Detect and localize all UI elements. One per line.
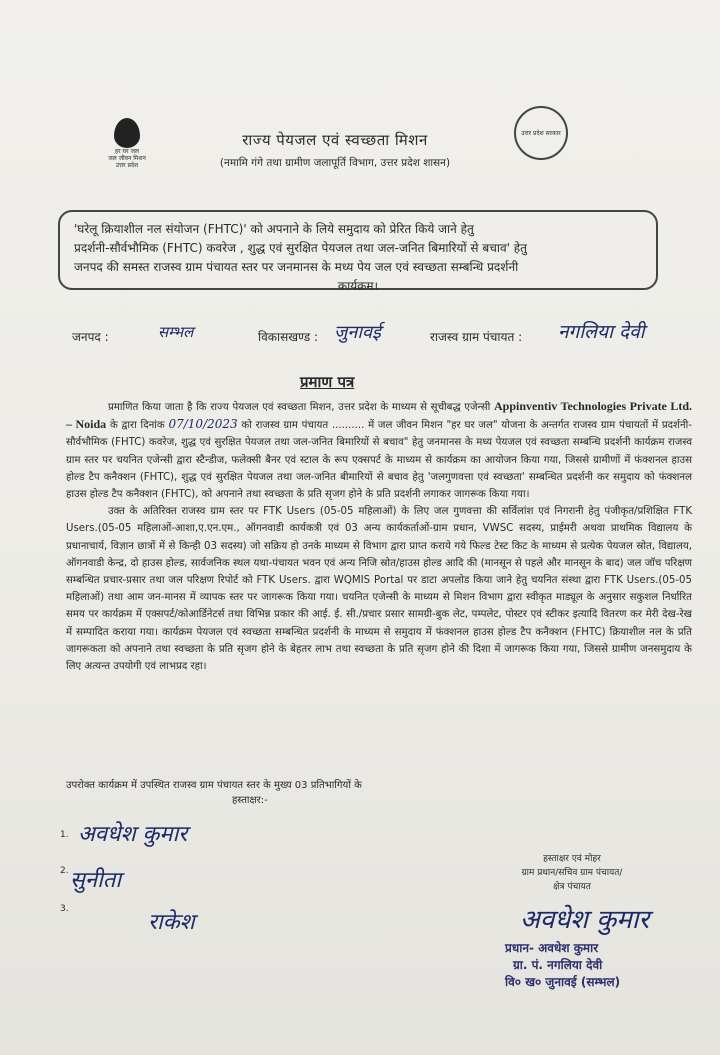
participants-intro-2: हस्ताक्षर:-	[232, 795, 268, 806]
block-value: जुनावई	[334, 322, 381, 343]
participant-number: 3.	[60, 904, 69, 914]
authority-line: हस्ताक्षर एवं मोहर	[543, 854, 601, 864]
programme-date: 07/10/2023	[168, 417, 238, 432]
para1-date-label: के द्वारा दिनांक	[109, 420, 165, 432]
district-value: सम्भल	[158, 323, 194, 341]
participant-signature: सुनीता	[70, 868, 122, 893]
block-label: विकासखण्ड :	[258, 330, 319, 344]
participant-number: 1.	[60, 830, 69, 840]
left-logo-caption: हर घर जल जल जीवन मिशन उत्तर प्रदेश	[108, 148, 146, 169]
programme-line: कार्यक्रम।	[337, 279, 379, 293]
panchayat-label: राजस्व ग्राम पंचायत :	[430, 330, 523, 344]
har-ghar-jal-logo	[102, 118, 152, 169]
authority-line: ग्राम प्रधान/सचिव ग्राम पंचायत/	[521, 868, 623, 878]
official-stamp	[505, 940, 675, 991]
agency-name: Appinventiv Technologies Private Ltd. – Noida	[66, 399, 692, 432]
up-govt-seal	[514, 106, 568, 160]
paragraph	[66, 398, 692, 503]
water-drop-icon	[114, 118, 140, 148]
pradhan-signature: अवधेश कुमार	[520, 905, 650, 935]
authority-block	[472, 852, 672, 894]
mission-subtitle: (नमामि गंगे तथा ग्रामीण जलापूर्ति विभाग, उत्तर प्रदेश शासन)	[219, 157, 451, 169]
participant-signature: अवधेश कुमार	[78, 822, 188, 847]
programme-line: 'घरेलू क्रियाशील नल संयोजन (FHTC)' को अपनाने के लिये समुदाय को प्रेरित किये जाने हेतु	[74, 222, 474, 236]
stamp-line: वि० ख० जुनावई (सम्भल)	[505, 975, 621, 989]
participant-number: 2.	[60, 866, 69, 876]
certificate-body	[66, 398, 692, 675]
letterhead	[170, 130, 500, 170]
programme-line: प्रदर्शनी-सौर्वभौमिक (FHTC) कवरेज , शुद्ध एवं सुरक्षित पेयजल तथा जल-जनित बिमारियों से बचाव' हेतु	[74, 241, 527, 255]
seal-caption: उत्तर प्रदेश सरकार	[521, 130, 561, 137]
para1-body: को राजस्व ग्राम पंचायत .......... में जल जीवन मिशन "हर घर जल" योजना के अन्तर्गत राजस्व ग्राम पंचायतों में प्रदर्शनी-सौर्वभौमिक (FHTC) कवरेज, शुद्ध एवं सुरक्षित पेयजल तथा जल-जनित बिमारियों से बचाव" हेतु जनमानस के मध्य पेयजल एवं स्वच्छता सम्बन्धि प्रदर्शनी कार्यक्रम राजस्व ग्राम स्तर पर चयनित एजेन्सी द्वारा स्टैन्डीज, फलेक्सी बैनर एवं स्टाल के रूप एक्सपर्ट के माध्यम से कार्यक्रम का आयोजन किया गया, जिससे ग्रामीणों में फंक्शनल हाउस होल्ड टैप कनैक्शन (FHTC), शुद्ध एवं सुरक्षित पेयजल तथा जल-जनित बीमारियों से बचाव हेतु 'जलगुणवत्ता एवं स्वच्छता' सम्बन्धित प्रदर्शनी कर समुदाय को फंक्शनल हाउस होल्ड टैप कनैक्शन (FHTC), को अपनाने तथा स्वच्छता के प्रति सृजग होने के प्रति प्रदर्शनी लगाकर जागरूक किया गया।	[66, 420, 692, 501]
programme-box	[58, 210, 658, 293]
stamp-line: प्रधान- अवधेश कुमार	[505, 941, 599, 955]
paragraph: उक्त के अतिरिक्त राजस्व ग्राम स्तर पर FTK Users (05-05 महिलाओं) के लिए जल गुणवत्ता की सर्विलांश एवं निगरानी हेतु पंजीकृत/प्रशिक्षित FTK Users.(05-05 महिलाओं-आशा,ए.एन.एम., ऑगनवाडी कार्यकत्री एवं 03 अन्य कार्यकर्ताओं-ग्राम प्रधान, VWSC सदस्य, प्राईमरी अथवा प्राथमिक विद्यालय के प्रधानाचार्य, विज्ञान छात्रों में से किन्ही 03 सदस्य) जो सक्रिय हो उनके माध्यम से विभाग द्वारा प्राप्त कराये गये फिल्ड टेस्ट किट के माध्यम से प्रत्येक पेयजल स्रोत, विद्यालय, ऑगनवाडी केन्द्र, दो हाउस होल्ड, सार्वजनिक स्थल यथा-पंचायत भवन एवं अन्य निजि स्रोत/हाउस होल्ड आदि की (मानसून से पहले और मानसून के बाद) जल जॉच परिक्षण सम्बन्धित प्रचार-प्रसार तथा जल परिक्षण रिपोर्ट को FTK Users. द्वारा WQMIS Portal पर डाटा अपलोड किया जाने हेतु चयनित संस्था द्वारा FTK Users.(05-05 महिलाओं) तथा आम जन-मानस में व्यापक स्तर पर जागरूक किया गया। चयनित एजेन्सी के माध्यम से मिशन विभाग द्वारा स्वीकृत माड्यूल के अनुसार सकुशल निर्धारित समय पर कार्यक्रम में एक्सपर्ट/कोआर्डिनेटर्स तथा विभिन्न प्रकार की आई. ई. सी./प्रचार प्रसार सामग्री-बुक लेट, पम्पलेट, पोस्टर एवं स्टीकर इत्यादि वितरण कर मेरी देख-रेख में सम्पादित कराया गया। कार्यक्रम पेयजल एवं स्वच्छता सम्बन्धित प्रदर्शनी के माध्यम से समुदाय में फंक्शनल हाउस होल्ड टैप कनैक्शन (FHTC) क्रियाशील नल के प्रति जागरूकता को अपनाने तथा स्वच्छता के प्रति सृजग होने के बेहतर लाभ तथा स्वच्छता के प्रति सृजग होने की दिशा में जागरूक किया गया, जिससे ग्रामीण जनसमुदाय के लिए अत्यन्त उपयोगी एवं लाभप्रद रहा।	[66, 506, 692, 673]
para1-intro: प्रमाणित किया जाता है कि राज्य पेयजल एवं स्वच्छता मिशन, उत्तर प्रदेश के माध्यम से सूचीबद्ध एजेन्सी	[108, 402, 491, 413]
district-label: जनपद :	[72, 330, 109, 344]
participant-signature: राकेश	[148, 910, 195, 935]
participants-intro: उपरोक्त कार्यक्रम में उपस्थित राजस्व ग्राम पंचायत स्तर के मुख्य 03 प्रतिभागियों के	[66, 780, 362, 791]
stamp-line: ग्रा. पं. नगलिया देवी	[513, 958, 603, 972]
authority-line: क्षेत्र पंचायत	[553, 882, 591, 892]
mission-title: राज्य पेयजल एवं स्वच्छता मिशन	[242, 131, 428, 149]
programme-line: जनपद की समस्त राजस्व ग्राम पंचायत स्तर पर जनमानस के मध्य पेय जल एवं स्वच्छता सम्बन्धि प्रदर्शनी	[74, 260, 519, 274]
certificate-title: प्रमाण पत्र	[300, 373, 355, 391]
panchayat-value: नगलिया देवी	[558, 321, 645, 343]
participants-heading	[66, 778, 466, 808]
